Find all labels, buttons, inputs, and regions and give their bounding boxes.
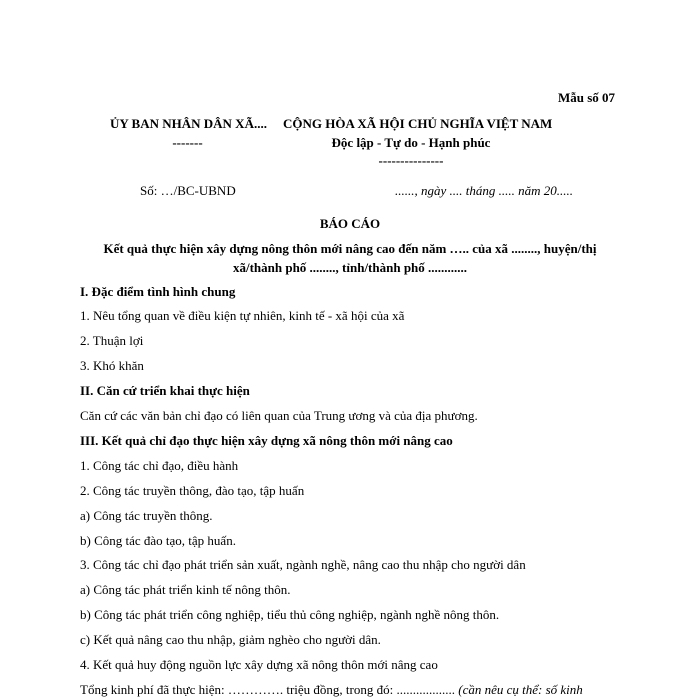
country-name: CỘNG HÒA XÃ HỘI CHỦ NGHĨA VIỆT NAM bbox=[283, 116, 553, 131]
body-line: a) Công tác phát triển kinh tế nông thôn. bbox=[80, 582, 291, 597]
issuing-authority: ỦY BAN NHÂN DÂN XÃ.... bbox=[110, 116, 267, 131]
section-heading: II. Căn cứ triển khai thực hiện bbox=[80, 383, 250, 398]
body-line: 2. Thuận lợi bbox=[80, 333, 144, 348]
report-title: BÁO CÁO bbox=[319, 216, 381, 231]
funding-total-text: Tổng kinh phí đã thực hiện: …………. triệu đồng, trong đó: .................. bbox=[80, 682, 459, 697]
section-heading: III. Kết quả chỉ đạo thực hiện xây dựng xã nông thôn mới nâng cao bbox=[80, 433, 453, 448]
report-subtitle-line-2: xã/thành phố ........, tỉnh/thành phố ............ bbox=[232, 260, 468, 275]
form-number: Mẫu số 07 bbox=[558, 90, 616, 105]
body-line: 1. Công tác chỉ đạo, điều hành bbox=[80, 458, 239, 473]
body-line: b) Công tác phát triển công nghiệp, tiểu thủ công nghiệp, ngành nghề nông thôn. bbox=[80, 607, 500, 622]
national-motto: Độc lập - Tự do - Hạnh phúc bbox=[331, 135, 491, 150]
body-line: Căn cứ các văn bản chỉ đạo có liên quan của Trung ương và của địa phương. bbox=[80, 408, 478, 423]
body-line: b) Công tác đào tạo, tập huấn. bbox=[80, 533, 236, 548]
body-line: 3. Khó khăn bbox=[80, 358, 144, 373]
report-subtitle-line-1: Kết quả thực hiện xây dựng nông thôn mới nâng cao đến năm ….. của xã ........, huyện/thị bbox=[103, 241, 597, 256]
date-line: ......, ngày .... tháng ..... năm 20..... bbox=[395, 183, 574, 198]
section-heading: I. Đặc điểm tình hình chung bbox=[80, 284, 236, 299]
body-line: 3. Công tác chỉ đạo phát triển sản xuất, ngành nghề, nâng cao thu nhập cho người dân bbox=[80, 557, 526, 572]
document-number: Số: …/BC-UBND bbox=[140, 183, 236, 198]
funding-total-note: (cần nêu cụ thể: số kinh bbox=[458, 682, 583, 697]
body-line: 4. Kết quả huy động nguồn lực xây dựng xã nông thôn mới nâng cao bbox=[80, 657, 438, 672]
motto-rule: --------------- bbox=[378, 153, 444, 168]
authority-rule: ------- bbox=[172, 135, 203, 150]
body-line: 2. Công tác truyền thông, đào tạo, tập huấn bbox=[80, 483, 305, 498]
funding-total-line bbox=[80, 682, 583, 698]
body-line: a) Công tác truyền thông. bbox=[80, 508, 213, 523]
body-line: c) Kết quả nâng cao thu nhập, giảm nghèo cho người dân. bbox=[80, 632, 381, 647]
body-line: 1. Nêu tổng quan về điều kiện tự nhiên, kinh tế - xã hội của xã bbox=[80, 308, 405, 323]
